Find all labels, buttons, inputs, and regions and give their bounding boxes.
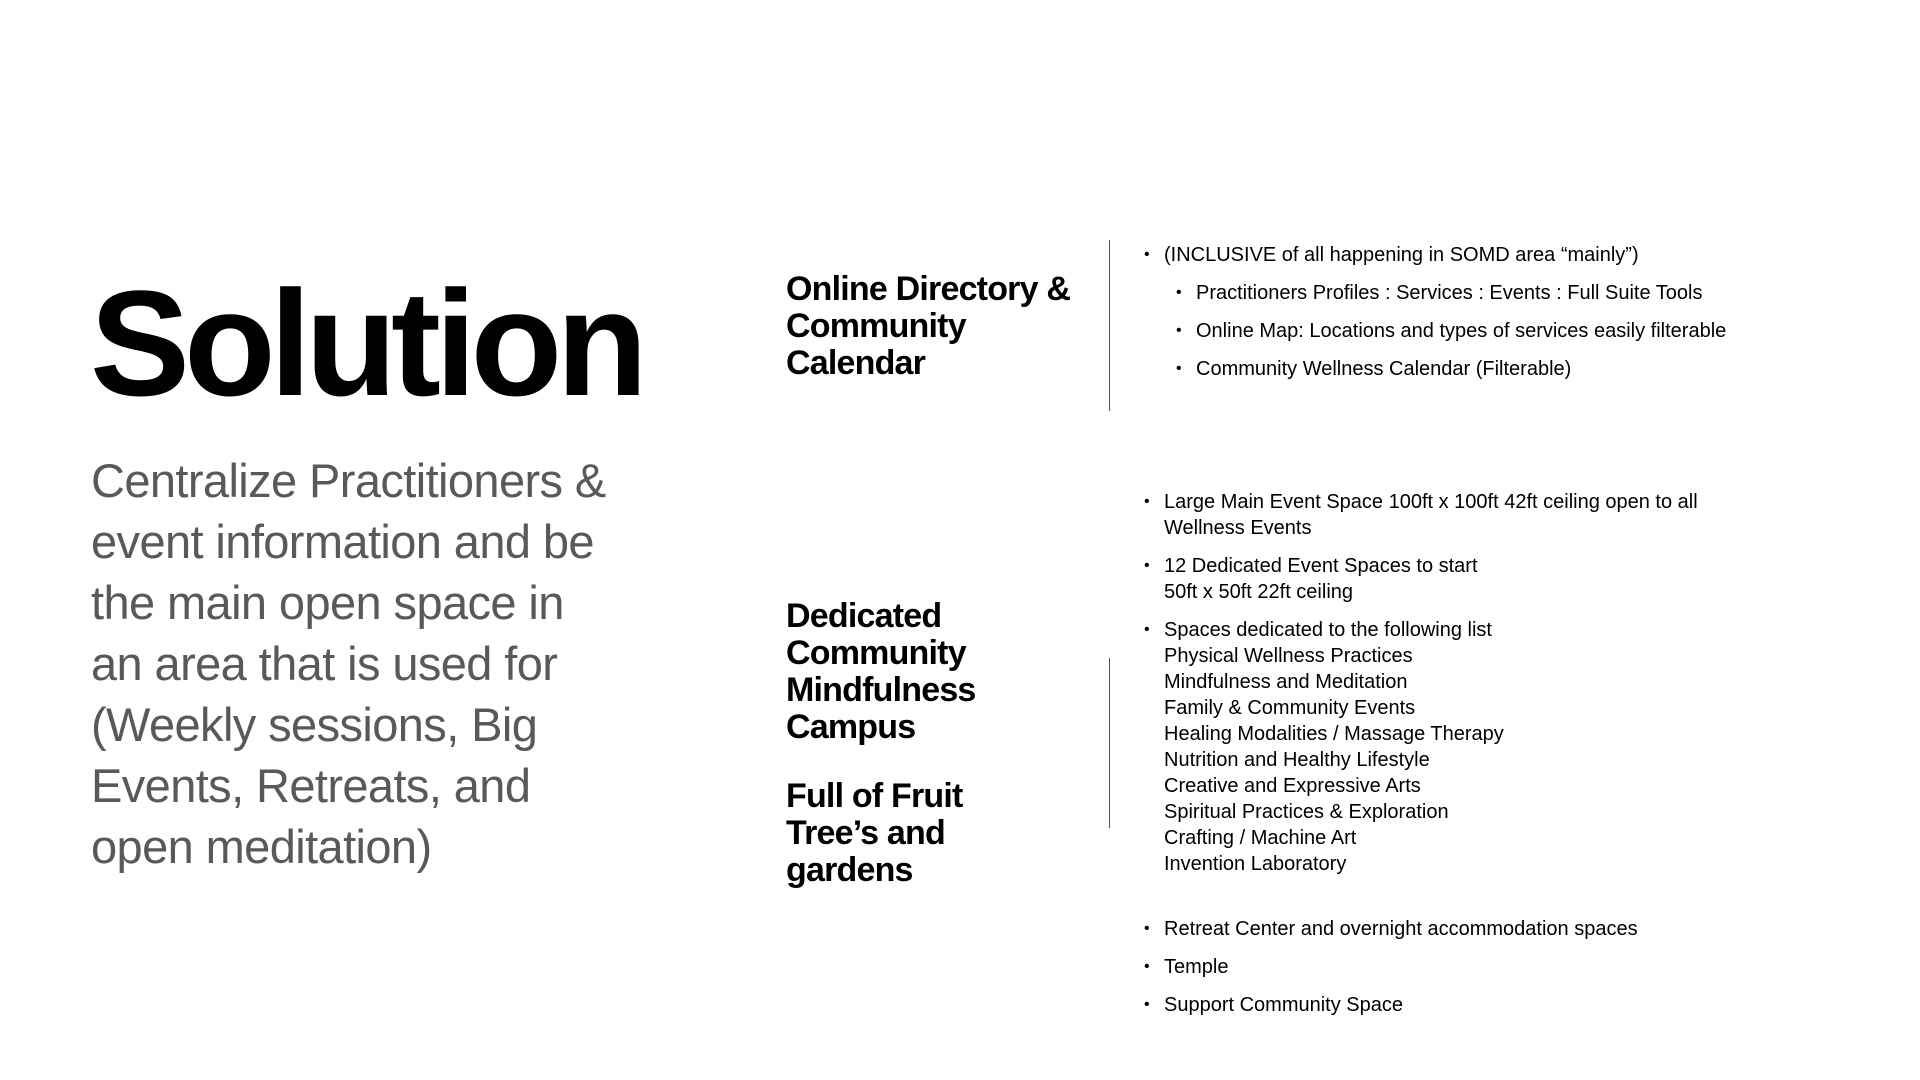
list-item-line: • 12 Dedicated Event Spaces to start	[1164, 555, 1478, 577]
list-item: • Practitioners Profiles : Services : Events : Full Suite Tools	[1196, 280, 1764, 306]
space-type: Spiritual Practices & Exploration	[1164, 801, 1449, 823]
space-type: Family & Community Events	[1164, 697, 1416, 719]
list-item-lead: • Spaces dedicated to the following list	[1164, 619, 1492, 641]
space-type: Crafting / Machine Art	[1164, 827, 1357, 849]
list-item: • Large Main Event Space 100ft x 100ft 42ft ceiling open to all Wellness Events	[1164, 489, 1724, 541]
space-type: Invention Laboratory	[1164, 853, 1347, 875]
page-title: Solution	[90, 259, 642, 427]
list-item: • Community Wellness Calendar (Filterable)	[1196, 356, 1764, 382]
space-type: Creative and Expressive Arts	[1164, 775, 1421, 797]
list-item-line: 50ft x 50ft 22ft ceiling	[1164, 581, 1354, 603]
space-type: Healing Modalities / Massage Therapy	[1164, 723, 1504, 745]
space-type: Nutrition and Healthy Lifestyle	[1164, 749, 1430, 771]
directory-intro-item: • (INCLUSIVE of all happening in SOMD area “mainly”)	[1164, 242, 1764, 268]
space-type: Physical Wellness Practices	[1164, 645, 1413, 667]
list-item: • Online Map: Locations and types of services easily filterable	[1196, 318, 1764, 344]
campus-extra-list	[1164, 916, 1764, 1030]
divider-line	[1109, 240, 1110, 411]
solution-summary: Centralize Practitioners & event information and be the main open space in an area that is used for (Weekly sessions, Big Events, Retreats, and open meditation)	[91, 454, 606, 873]
list-item	[1164, 617, 1724, 877]
heading-mindfulness-campus: Dedicated Community Mindfulness Campus	[786, 597, 976, 746]
list-item: • Temple	[1164, 954, 1764, 980]
directory-sub-list	[1164, 280, 1764, 382]
list-item: • Support Community Space	[1164, 992, 1764, 1018]
space-type: Mindfulness and Meditation	[1164, 671, 1408, 693]
campus-features-list	[1164, 489, 1724, 889]
divider-line	[1109, 658, 1110, 828]
list-item	[1164, 553, 1724, 605]
directory-features-list	[1164, 242, 1764, 394]
heading-online-directory: Online Directory & Community Calendar	[786, 270, 1071, 382]
list-item: • Retreat Center and overnight accommodation spaces	[1164, 916, 1764, 942]
heading-fruit-trees: Full of Fruit Tree’s and gardens	[786, 777, 963, 889]
